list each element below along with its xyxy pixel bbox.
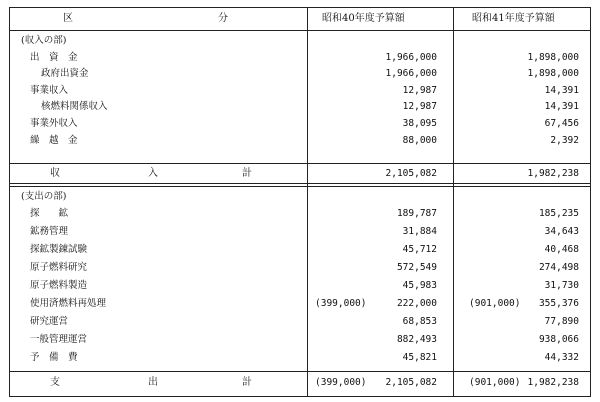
income-total-char-2: 入 (148, 168, 158, 179)
income-row-value-1965: 12,987 (402, 85, 437, 96)
income-row-value-1965: 88,000 (402, 135, 437, 146)
expense-row-label: 鉱務管理 (30, 226, 69, 237)
income-row-value-1966: 14,391 (544, 85, 579, 96)
expense-total-value-1966: 1,982,238 (527, 377, 579, 388)
expense-row-value-1966: 44,332 (544, 352, 579, 363)
income-row-label: 政府出資金 (41, 68, 89, 79)
expense-total-top-rule (10, 371, 590, 372)
expense-row-value-1966: 34,643 (544, 226, 579, 237)
expense-row-value-1965: 31,884 (402, 226, 437, 237)
expense-row-value-1966: 938,066 (538, 334, 579, 345)
expense-row-paren-1965: (399,000) (315, 298, 367, 309)
col-divider-1 (307, 8, 308, 396)
income-row-value-1966: 1,898,000 (527, 52, 579, 63)
header-col-1965: 昭和40年度予算額 (322, 13, 405, 24)
header-kubun-left: 区 (63, 13, 73, 24)
expense-row-value-1965: 45,821 (402, 352, 437, 363)
income-row-value-1965: 1,966,000 (385, 68, 437, 79)
income-row-label: 繰 越 金 (30, 135, 78, 146)
budget-table (9, 7, 591, 397)
expense-row-value-1966: 31,730 (544, 280, 579, 291)
income-row-label: 核燃料関係収入 (41, 101, 108, 112)
income-row-label: 事業外収入 (30, 118, 78, 129)
income-row-value-1966: 2,392 (550, 135, 579, 146)
income-row-value-1965: 1,966,000 (385, 52, 437, 63)
income-row-label: 出 資 金 (30, 52, 78, 63)
expense-row-label: 原子燃料研究 (30, 262, 88, 273)
expense-row-value-1966: 185,235 (538, 208, 579, 219)
expense-row-value-1965: 45,983 (402, 280, 437, 291)
expense-row-label: 探 鉱 (30, 208, 69, 219)
income-total-top-rule (10, 163, 590, 164)
income-row-value-1966: 14,391 (544, 101, 579, 112)
expense-row-value-1965: 45,712 (402, 244, 437, 255)
header-col-1966: 昭和41年度予算額 (472, 13, 555, 24)
expense-row-value-1965: 882,493 (396, 334, 437, 345)
expense-row-paren-1966: (901,000) (469, 298, 521, 309)
expense-row-label: 予 備 費 (30, 352, 78, 363)
expense-row-label: 一般管理運営 (30, 334, 88, 345)
income-total-value-1965: 2,105,082 (385, 168, 437, 179)
income-row-value-1966: 67,456 (544, 118, 579, 129)
expense-total-paren-1965: (399,000) (315, 377, 367, 388)
expense-row-value-1965: 572,549 (396, 262, 437, 273)
income-row-value-1966: 1,898,000 (527, 68, 579, 79)
income-row-label: 事業収入 (30, 85, 69, 96)
expense-row-label: 研究運営 (30, 316, 69, 327)
expense-row-value-1966: 274,498 (538, 262, 579, 273)
expense-row-value-1965: 68,853 (402, 316, 437, 327)
expense-total-char-2: 出 (148, 377, 158, 388)
income-row-value-1965: 38,095 (402, 118, 437, 129)
expense-row-label: 使用済燃料再処理 (30, 298, 107, 309)
expense-row-label: 探鉱製錬試験 (30, 244, 88, 255)
income-total-char-1: 収 (50, 168, 60, 179)
expense-total-char-1: 支 (50, 377, 60, 388)
expense-row-value-1966: 77,890 (544, 316, 579, 327)
expense-row-value-1966: 40,468 (544, 244, 579, 255)
expense-total-value-1965: 2,105,082 (385, 377, 437, 388)
header-kubun-right: 分 (218, 13, 228, 24)
income-row-value-1965: 12,987 (402, 101, 437, 112)
expense-section-label: (支出の部) (21, 191, 67, 202)
expense-row-value-1966: 355,376 (538, 298, 579, 309)
expense-total-paren-1966: (901,000) (469, 377, 521, 388)
expense-row-label: 原子燃料製造 (30, 280, 88, 291)
income-total-bottom-rule (10, 183, 590, 187)
col-divider-2 (453, 8, 454, 396)
expense-row-value-1965: 189,787 (396, 208, 437, 219)
income-section-label: (収入の部) (21, 35, 67, 46)
header-rule (10, 30, 590, 31)
income-total-char-3: 計 (242, 168, 252, 179)
expense-total-char-3: 計 (242, 377, 252, 388)
expense-row-value-1965: 222,000 (396, 298, 437, 309)
income-total-value-1966: 1,982,238 (527, 168, 579, 179)
